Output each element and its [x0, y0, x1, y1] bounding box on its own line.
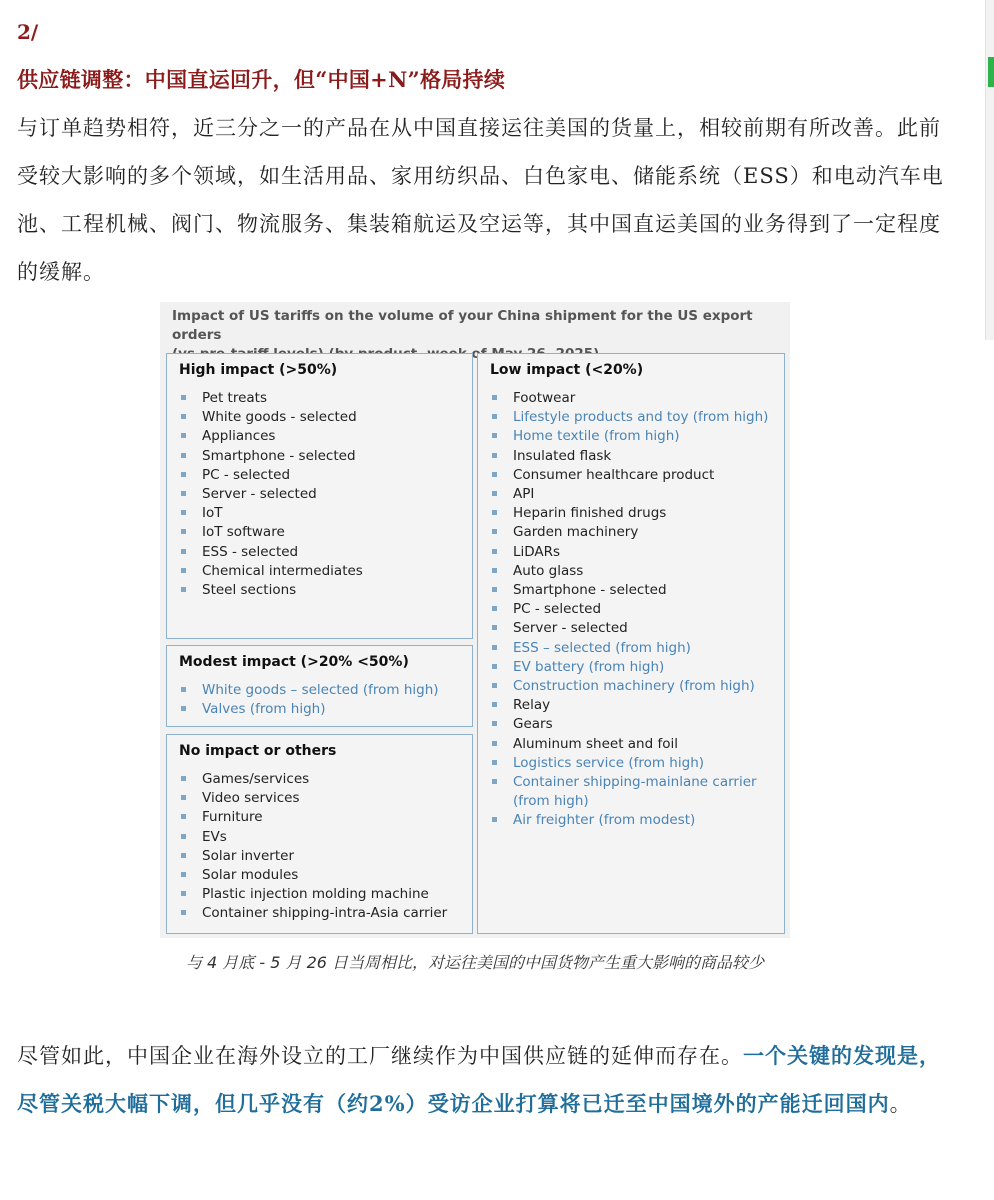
product-item: Garden machinery	[490, 523, 784, 542]
product-item: ESS - selected	[179, 543, 363, 562]
product-item: Container shipping-intra-Asia carrier	[179, 904, 447, 923]
product-item: Solar inverter	[179, 847, 447, 866]
product-item: EV battery (from high)	[490, 658, 784, 677]
product-item: Construction machinery (from high)	[490, 677, 784, 696]
product-item: Smartphone - selected	[490, 581, 784, 600]
section-heading: 供应链调整：中国直运回升，但“中国+N”格局持续	[17, 67, 506, 92]
product-item: Consumer healthcare product	[490, 466, 784, 485]
scroll-thumb[interactable]	[988, 57, 994, 87]
figure-title-line1: Impact of US tariffs on the volume of your China shipment for the US export orders	[172, 308, 753, 343]
product-item: PC - selected	[179, 466, 363, 485]
modest-impact-panel	[166, 645, 473, 727]
high-impact-panel	[166, 353, 473, 639]
product-item: Lifestyle products and toy (from high)	[490, 408, 784, 427]
product-item: White goods - selected	[179, 408, 363, 427]
product-item: Relay	[490, 696, 784, 715]
product-item: Chemical intermediates	[179, 562, 363, 581]
product-item: White goods – selected (from high)	[179, 681, 439, 700]
product-item: EVs	[179, 828, 447, 847]
product-item: Furniture	[179, 808, 447, 827]
high-impact-list	[179, 389, 363, 600]
no-impact-panel	[166, 734, 473, 934]
scrollbar[interactable]	[985, 0, 994, 340]
product-item: PC - selected	[490, 600, 784, 619]
product-item: Aluminum sheet and foil	[490, 735, 784, 754]
product-item: Video services	[179, 789, 447, 808]
low-impact-panel	[477, 353, 785, 934]
product-item: Gears	[490, 715, 784, 734]
product-item: Pet treats	[179, 389, 363, 408]
conclusion-plain: 尽管如此，中国企业在海外设立的工厂继续作为中国供应链的延伸而存在。	[17, 1044, 743, 1068]
modest-impact-list	[179, 681, 439, 719]
product-item: Auto glass	[490, 562, 784, 581]
product-item: API	[490, 485, 784, 504]
page-number: 2/	[17, 20, 39, 44]
product-item: Footwear	[490, 389, 784, 408]
product-item: Heparin finished drugs	[490, 504, 784, 523]
low-impact-title: Low impact (<20%)	[490, 362, 644, 378]
tariff-impact-figure	[160, 302, 790, 938]
no-impact-list	[179, 770, 447, 924]
modest-impact-title: Modest impact (>20% <50%)	[179, 654, 409, 670]
product-item: Container shipping-mainlane carrier (from high)	[490, 773, 784, 811]
conclusion-end: 。	[889, 1092, 912, 1116]
product-item: ESS – selected (from high)	[490, 639, 784, 658]
product-item: Smartphone - selected	[179, 447, 363, 466]
figure-caption: 与 4 月底 - 5 月 26 日当周相比，对运往美国的中国货物产生重大影响的商品较少	[185, 953, 765, 972]
product-item: Logistics service (from high)	[490, 754, 784, 773]
intro-paragraph: 与订单趋势相符，近三分之一的产品在从中国直接运往美国的货量上，相较前期有所改善。此前受较大影响的多个领域，如生活用品、家用纺织品、白色家电、储能系统（ESS）和电动汽车电池、工程机械、阀门、物流服务、集装箱航运及空运等，其中国直运美国的业务得到了一定程度的缓解。	[17, 116, 944, 284]
high-impact-title: High impact (>50%)	[179, 362, 338, 378]
product-item: Air freighter (from modest)	[490, 811, 784, 830]
product-item: Insulated flask	[490, 447, 784, 466]
conclusion-highlight: 一个关键的发现是，尽管关税大幅下调，但几乎没有（约2%）受访企业打算将已迁至中国境外的产能迁回国内	[17, 1043, 941, 1116]
product-item: Home textile (from high)	[490, 427, 784, 446]
product-item: Steel sections	[179, 581, 363, 600]
product-item: Valves (from high)	[179, 700, 439, 719]
product-item: Plastic injection molding machine	[179, 885, 447, 904]
conclusion-paragraph	[17, 1032, 947, 1128]
product-item: Solar modules	[179, 866, 447, 885]
product-item: LiDARs	[490, 543, 784, 562]
product-item: Appliances	[179, 427, 363, 446]
no-impact-title: No impact or others	[179, 743, 337, 759]
low-impact-list	[490, 389, 784, 831]
product-item: Server - selected	[179, 485, 363, 504]
product-item: Games/services	[179, 770, 447, 789]
product-item: Server - selected	[490, 619, 784, 638]
product-item: IoT software	[179, 523, 363, 542]
product-item: IoT	[179, 504, 363, 523]
